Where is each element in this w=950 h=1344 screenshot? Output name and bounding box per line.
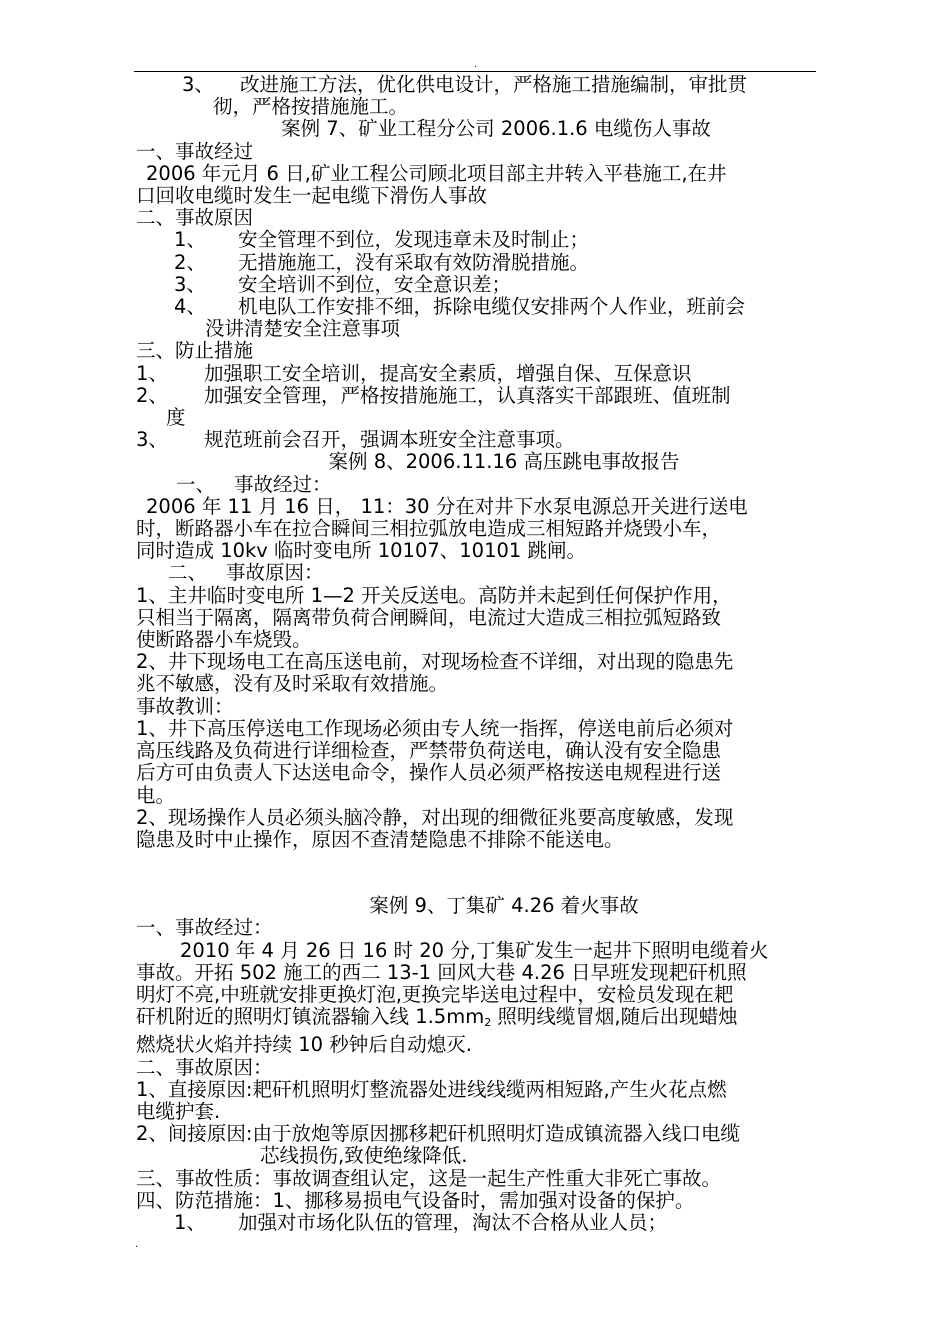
paragraph: 2、现场操作人员必须头脑冷静，对出现的细微征兆要高度敏感，发现 — [136, 805, 734, 829]
spacer — [136, 851, 826, 895]
paragraph: 2、间接原因:由于放炮等原因挪移耙矸机照明灯造成镇流器入线口电缆 — [136, 1122, 740, 1146]
header-rule — [134, 71, 816, 72]
section-heading: 二、事故原因： — [136, 1055, 273, 1079]
paragraph: 使断路器小车烧毁。 — [136, 628, 312, 652]
section-heading: 一、 事故经过： — [176, 472, 332, 496]
case8-title: 案例 8、2006.11.16 高压跳电事故报告 — [328, 450, 680, 474]
list-item: 2、 加强安全管理，严格按措施施工，认真落实干部跟班、值班制 — [136, 383, 731, 407]
list-item: 1、 加强职工安全培训，提高安全素质，增强自保、互保意识 — [136, 361, 692, 385]
paragraph: 事故。开拓 502 施工的西二 13-1 回风大巷 4.26 日早班发现耙矸机照 — [136, 960, 747, 984]
list-item: 3、 改进施工方法，优化供电设计，严格施工措施编制，审批贯 — [182, 73, 748, 96]
section-heading: 事故教训： — [136, 694, 234, 718]
paragraph: 2010 年 4 月 26 日 16 时 20 分,丁集矿发生一起井下照明电缆着火 — [180, 938, 769, 962]
list-item: 3、 安全培训不到位，安全意识差； — [174, 272, 512, 296]
paragraph: 时，断路器小车在拉合瞬间三相拉弧放电造成三相短路并烧毁小车， — [136, 517, 722, 541]
paragraph: 1、直接原因:耙矸机照明灯整流器处进线线缆两相短路,产生火花点燃 — [136, 1077, 727, 1101]
section-heading: 二、 事故原因： — [168, 561, 324, 585]
paragraph: 电。 — [136, 783, 176, 807]
header-mark: . — [474, 59, 478, 70]
section-heading: 三、事故性质：事故调查组认定，这是一起生产性重大非死亡事故。 — [136, 1166, 722, 1190]
list-item-continuation: 彻，严格按措施施工。 — [213, 95, 409, 119]
paragraph: 燃烧状火焰并持续 10 秒钟后自动熄灭. — [136, 1033, 472, 1057]
paragraph: 同时造成 10kv 临时变电所 10107、10101 跳闸。 — [136, 539, 587, 563]
paragraph: 后方可由负责人下达送电命令，操作人员必须严格按送电规程进行送 — [136, 761, 722, 785]
list-item: 2、 无措施施工，没有采取有效防滑脱措施。 — [174, 250, 590, 274]
section-heading: 一、事故经过 — [136, 139, 254, 163]
list-item: 4、 机电队工作安排不细，拆除电缆仅安排两个人作业，班前会 — [174, 295, 746, 319]
section-heading: 二、事故原因 — [136, 206, 254, 230]
paragraph: 只相当于隔离，隔离带负荷合闸瞬间，电流过大造成三相拉弧短路致 — [136, 605, 722, 629]
paragraph: 2、井下现场电工在高压送电前，对现场检查不详细，对出现的隐患先 — [136, 650, 734, 674]
paragraph: 高压线路及负荷进行详细检查，严禁带负荷送电，确认没有安全隐患 — [136, 739, 722, 763]
section-heading: 三、防止措施 — [136, 339, 254, 363]
paragraph: 兆不敏感，没有及时采取有效措施。 — [136, 672, 449, 696]
list-item: 1、 加强对市场化队伍的管理，淘汰不合格从业人员； — [174, 1210, 668, 1234]
paragraph: 芯线损伤,致使绝缘降低. — [260, 1144, 468, 1168]
paragraph: 电缆护套. — [136, 1099, 221, 1123]
list-item-continuation: 没讲清楚安全注意事项 — [205, 317, 401, 341]
paragraph: 隐患及时中止操作，原因不查清楚隐患不排除不能送电。 — [136, 827, 624, 851]
case9-title: 案例 9、丁集矿 4.26 着火事故 — [369, 894, 639, 918]
list-item: 1、 安全管理不到位，发现违章未及时制止； — [174, 228, 590, 252]
case7-title: 案例 7、矿业工程分公司 2006.1.6 电缆伤人事故 — [281, 117, 711, 141]
paragraph: 1、井下高压停送电工作现场必须由专人统一指挥，停送电前后必须对 — [136, 716, 734, 740]
paragraph: 矸机附近的照明灯镇流器输入线 $1.5mm_2$ 照明线缆冒烟,随后出现蜡烛 — [136, 1005, 738, 1030]
paragraph: 口回收电缆时发生一起电缆下滑伤人事故 — [136, 184, 488, 208]
list-item-continuation: 度 — [166, 406, 186, 430]
footer-mark: . — [135, 1239, 139, 1250]
paragraph: 1、主井临时变电所 1—2 开关反送电。高防并未起到任何保护作用， — [136, 583, 732, 607]
section-heading: 四、防范措施：1、挪移易损电气设备时，需加强对设备的保护。 — [136, 1188, 695, 1212]
document-body — [136, 74, 826, 1234]
list-item: 3、 规范班前会召开，强调本班安全注意事项。 — [136, 428, 575, 452]
paragraph: 2006 年元月 6 日,矿业工程公司顾北项目部主井转入平巷施工,在井 — [146, 161, 727, 185]
paragraph: 明灯不亮,中班就安排更换灯泡,更换完毕送电过程中，安检员发现在耙 — [136, 982, 734, 1006]
paragraph: 2006 年 11 月 16 日， 11：30 分在对井下水泵电源总开关进行送电 — [146, 494, 748, 518]
section-heading: 一、事故经过： — [136, 916, 273, 940]
